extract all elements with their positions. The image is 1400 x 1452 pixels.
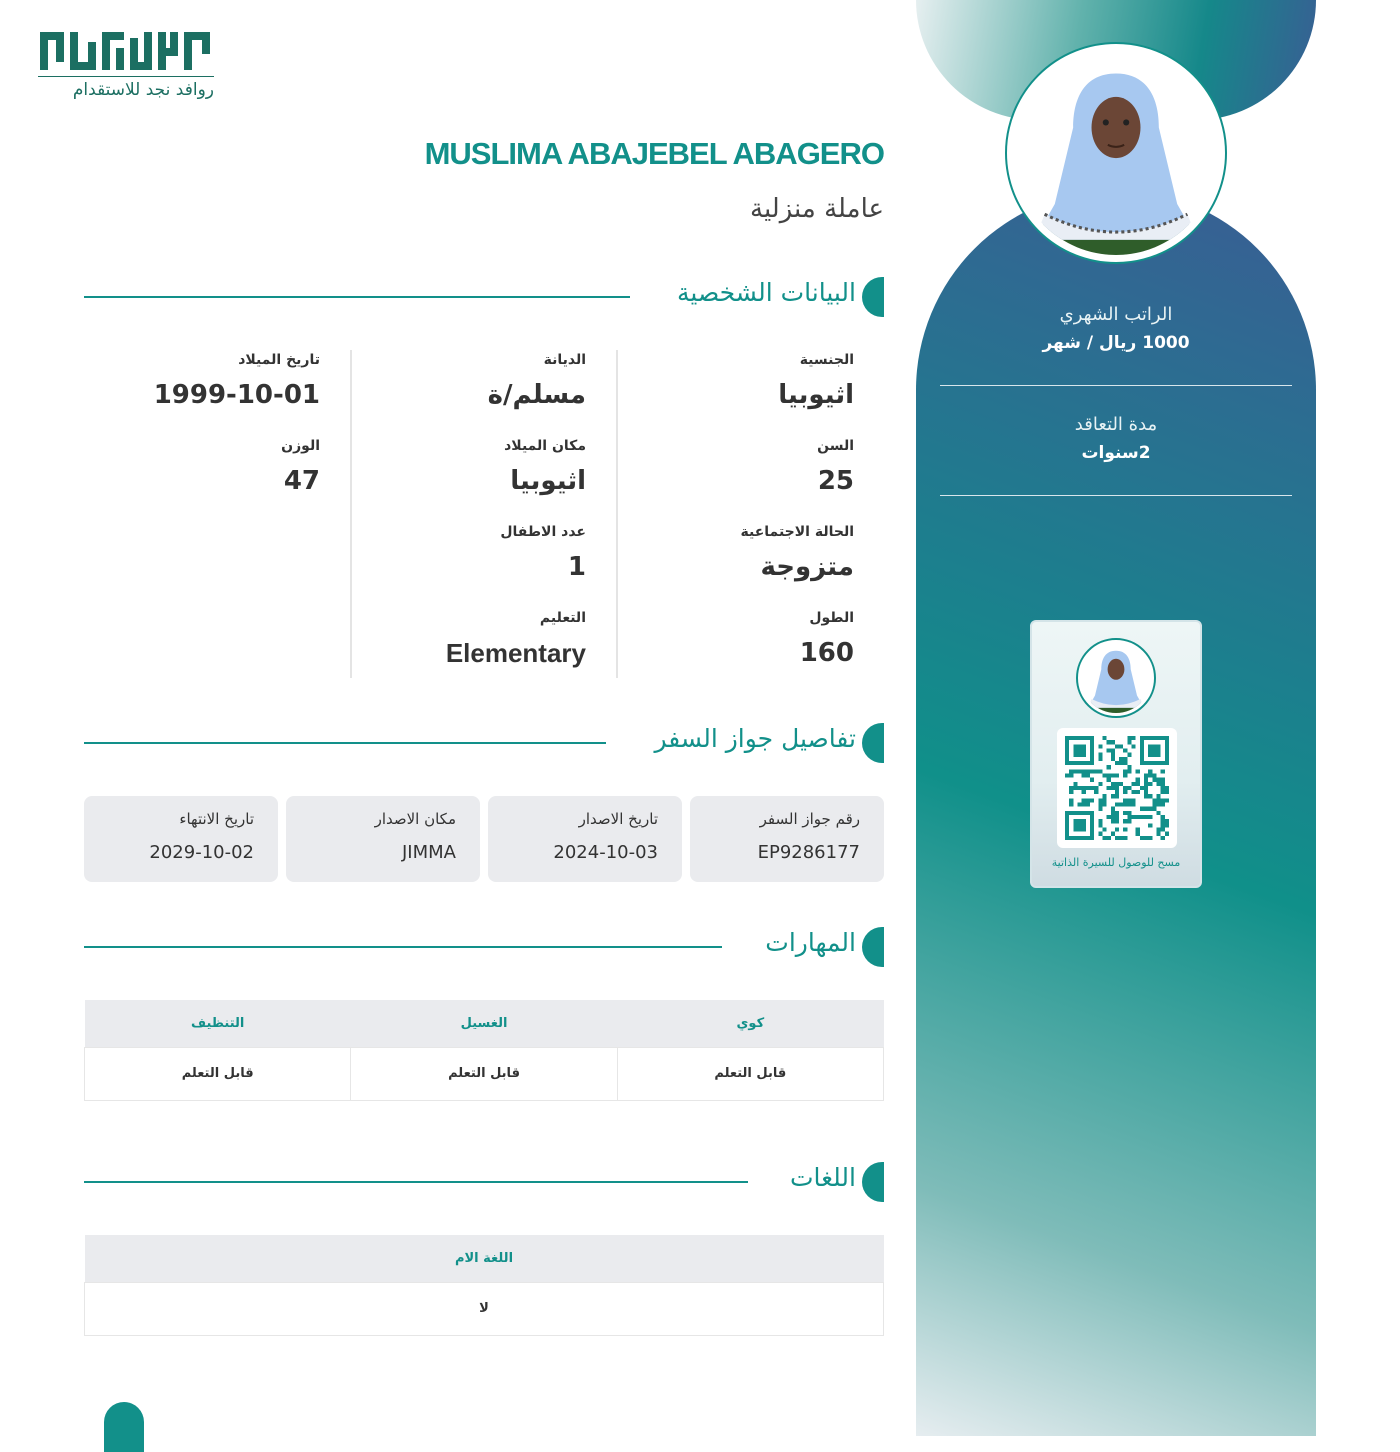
section-title: المهارات	[765, 928, 856, 957]
job-title: عاملة منزلية	[750, 194, 884, 224]
info-label: الجنسية	[799, 352, 854, 368]
info-value: 1	[567, 552, 586, 582]
passport-issue-place-card	[286, 796, 480, 882]
skills-table	[84, 1000, 884, 1101]
info-label: مكان الميلاد	[504, 438, 586, 454]
info-marital-status	[741, 524, 854, 582]
info-label: الحالة الاجتماعية	[740, 524, 854, 540]
section-languages	[84, 1161, 884, 1203]
sidebar-divider	[940, 385, 1292, 386]
passport-value: 2024-10-03	[553, 842, 658, 863]
info-value: 160	[799, 638, 854, 668]
section-tab	[862, 927, 884, 967]
table-header-row	[85, 1000, 884, 1047]
table-row	[85, 1047, 884, 1100]
company-logo	[38, 28, 218, 104]
salary-label: الراتب الشهري	[1059, 304, 1173, 325]
info-value: متزوجة	[760, 552, 854, 582]
section-skills	[84, 926, 884, 968]
passport-value: EP9286177	[757, 842, 860, 863]
candidate-name: MUSLIMA ABAJEBEL ABAGERO	[424, 136, 884, 171]
passport-value: JIMMA	[402, 842, 456, 863]
section-rule	[84, 296, 630, 298]
section-passport	[84, 722, 884, 764]
info-weight	[281, 438, 320, 496]
table-header: الغسيل	[351, 1000, 617, 1047]
info-children	[500, 524, 586, 582]
info-column-1	[618, 350, 884, 678]
contract-label: مدة التعاقد	[1074, 414, 1158, 435]
info-column-3	[86, 350, 352, 678]
info-column-2	[352, 350, 618, 678]
info-nationality	[778, 352, 854, 410]
contract-value: 2سنوات	[1081, 443, 1151, 463]
section-title: تفاصيل جواز السفر	[654, 724, 856, 753]
info-label: عدد الاطفال	[500, 524, 586, 540]
section-personal	[84, 276, 884, 318]
table-header: التنظيف	[85, 1000, 351, 1047]
info-value: اثيوبيا	[510, 466, 586, 496]
info-label: التعليم	[539, 610, 586, 626]
info-value: مسلم/ة	[487, 380, 586, 410]
contract-block	[940, 414, 1292, 463]
table-header-row	[85, 1235, 884, 1282]
profile-photo	[1014, 51, 1218, 255]
section-rule	[84, 946, 722, 948]
logo-tagline: روافد نجد للاستقدام	[72, 80, 214, 100]
info-label: الطول	[809, 610, 854, 626]
salary-value: 1000 ريال / شهر	[1042, 333, 1190, 353]
qr-code-icon	[1065, 736, 1169, 840]
passport-label: رقم جواز السفر	[759, 810, 860, 828]
info-label: تاريخ الميلاد	[238, 352, 320, 368]
table-cell: قابل التعلم	[617, 1047, 883, 1100]
qr-card-photo	[1076, 638, 1156, 718]
section-tab	[862, 1162, 884, 1202]
info-education	[446, 610, 586, 669]
footer-decoration	[104, 1402, 144, 1452]
passport-label: تاريخ الانتهاء	[179, 810, 254, 828]
passport-number-card	[690, 796, 884, 882]
section-rule	[84, 742, 606, 744]
info-value: 47	[283, 466, 320, 496]
info-value: Elementary	[445, 638, 586, 668]
info-height	[800, 610, 854, 668]
profile-photo-image	[1014, 51, 1218, 255]
table-cell: قابل التعلم	[351, 1047, 617, 1100]
info-religion	[488, 352, 586, 410]
passport-label: مكان الاصدار	[374, 810, 456, 828]
sidebar-divider	[940, 495, 1292, 496]
salary-block	[940, 304, 1292, 353]
table-row	[85, 1282, 884, 1335]
info-value: اثيوبيا	[778, 380, 854, 410]
info-label: السن	[817, 438, 854, 454]
table-header: كوي	[617, 1000, 883, 1047]
info-birth-date	[154, 352, 320, 410]
info-age	[817, 438, 854, 496]
info-value: 1999-10-01	[153, 380, 320, 410]
passport-expiry-date-card	[84, 796, 278, 882]
info-label: الوزن	[281, 438, 320, 454]
section-tab	[862, 277, 884, 317]
qr-code[interactable]	[1057, 728, 1177, 848]
section-tab	[862, 723, 884, 763]
info-label: الديانة	[543, 352, 586, 368]
info-value: 25	[817, 466, 854, 496]
section-title: اللغات	[789, 1163, 856, 1192]
passport-value: 2029-10-02	[149, 842, 254, 863]
section-rule	[84, 1181, 748, 1183]
table-header: اللغة الام	[85, 1235, 884, 1282]
qr-card[interactable]	[1030, 620, 1202, 888]
info-birth-place	[504, 438, 586, 496]
table-cell: لا	[85, 1282, 884, 1335]
table-cell: قابل التعلم	[85, 1047, 351, 1100]
qr-caption: مسح للوصول للسيرة الذاتية	[1051, 856, 1181, 869]
languages-table	[84, 1235, 884, 1336]
qr-card-photo-image	[1081, 643, 1151, 713]
logo-rule	[38, 76, 214, 77]
passport-label: تاريخ الاصدار	[578, 810, 658, 828]
logo-mark-icon	[38, 28, 214, 74]
profile-photo-frame	[1005, 42, 1227, 264]
section-title: البيانات الشخصية	[677, 278, 856, 307]
passport-issue-date-card	[488, 796, 682, 882]
